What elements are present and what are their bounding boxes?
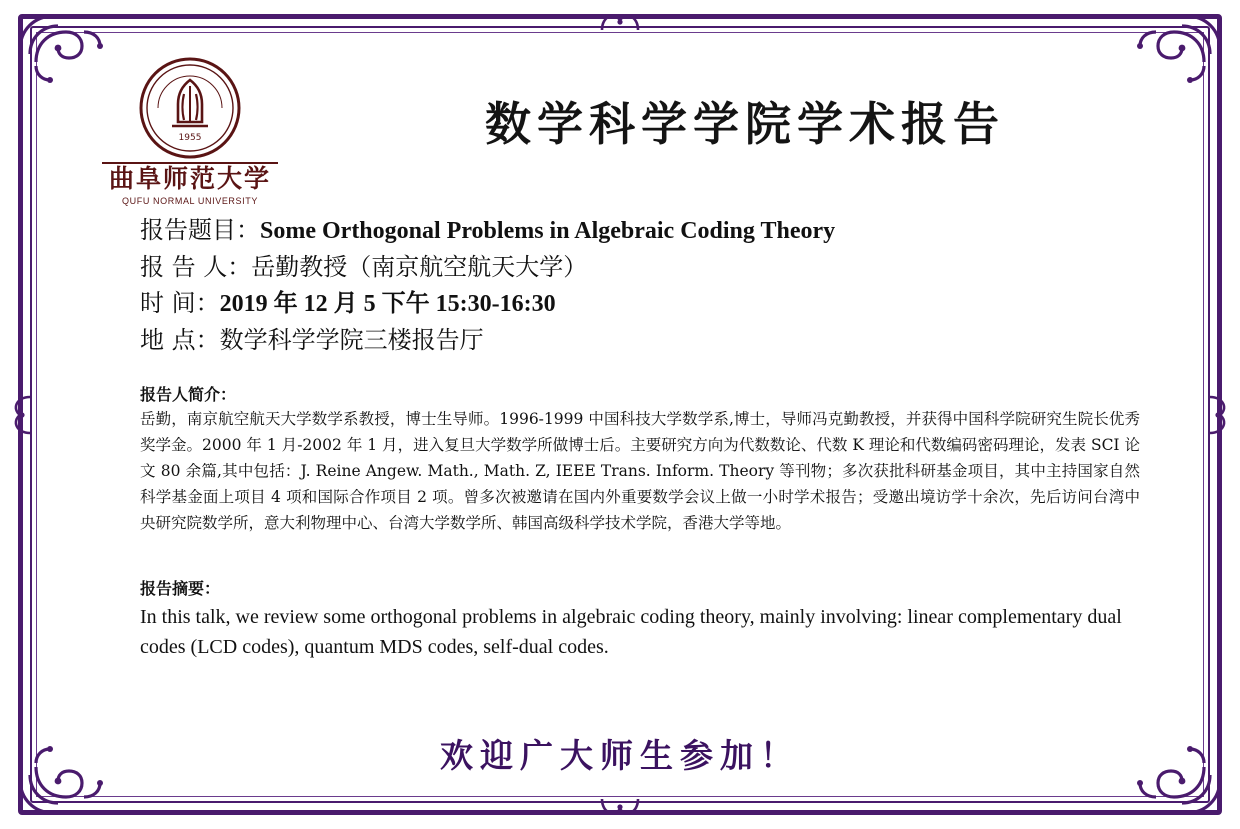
info-label-time: 时 间： bbox=[140, 289, 220, 317]
seal-year-text: 1955 bbox=[178, 133, 202, 143]
talk-info-block bbox=[140, 212, 1170, 358]
university-logo bbox=[90, 56, 290, 206]
info-label-location: 地 点： bbox=[140, 326, 220, 354]
info-label-title: 报告题目： bbox=[140, 216, 260, 244]
abstract-text: In this talk, we review some orthogonal problems in algebraic coding theory, mainly involving: linear complementary dual codes (LCD codes), quantum MDS codes, self-dual codes. bbox=[140, 606, 1122, 658]
page-title: 数学科学学院学术报告 bbox=[485, 97, 1005, 151]
info-row-location bbox=[140, 322, 1170, 358]
info-value-time: 2019 年 12 月 5 下午 15:30-16:30 bbox=[219, 291, 556, 317]
university-name-cn: 曲阜师范大学 bbox=[108, 166, 271, 193]
university-name-en: QUFU NORMAL UNIVERSITY bbox=[122, 195, 258, 206]
info-row-time bbox=[140, 285, 1170, 322]
welcome-slogan: 欢迎广大师生参加！ bbox=[440, 736, 800, 775]
bio-text: 岳勤，南京航空航天大学数学系教授，博士生导师。1996-1999 中国科技大学数学系,博士，导师冯克勤教授，并获得中国科学院研究生院长优秀奖学金。2000 年 1 月-2002 年 1 月，进入复旦大学数学所做博士后。主要研究方向为代数数论、代数 K 理论和代数编码密码理论，发表 SCI 论文 80 余篇,其中包括：J. Reine Angew. Math., Math. Z, IEEE Trans. Inform. Theory 等刊物；多次获批科研基金项目，其中主持国家自然科学基金面上项目 4 项和国际合作项目 2 项。曾多次被邀请在国内外重要数学会议上做一小时学术报告；受邀出境访学十余次，先后访问台湾中央研究院数学所，意大利物理中心、台湾大学数学所、韩国高级科学技术学院，香港大学等地。 bbox=[140, 410, 1140, 532]
info-row-title bbox=[140, 212, 1170, 249]
university-seal-icon bbox=[138, 56, 242, 160]
info-label-speaker: 报 告 人： bbox=[140, 253, 252, 281]
logo-divider bbox=[102, 162, 278, 164]
info-value-speaker: 岳勤教授（南京航空航天大学） bbox=[251, 253, 588, 281]
abstract-heading: 报告摘要： bbox=[140, 579, 221, 598]
poster-header bbox=[60, 50, 1180, 206]
info-value-location: 数学科学学院三楼报告厅 bbox=[219, 326, 484, 354]
info-value-title: Some Orthogonal Problems in Algebraic Coding Theory bbox=[260, 218, 836, 244]
info-row-speaker bbox=[140, 249, 1170, 285]
bio-heading: 报告人简介： bbox=[140, 385, 237, 404]
